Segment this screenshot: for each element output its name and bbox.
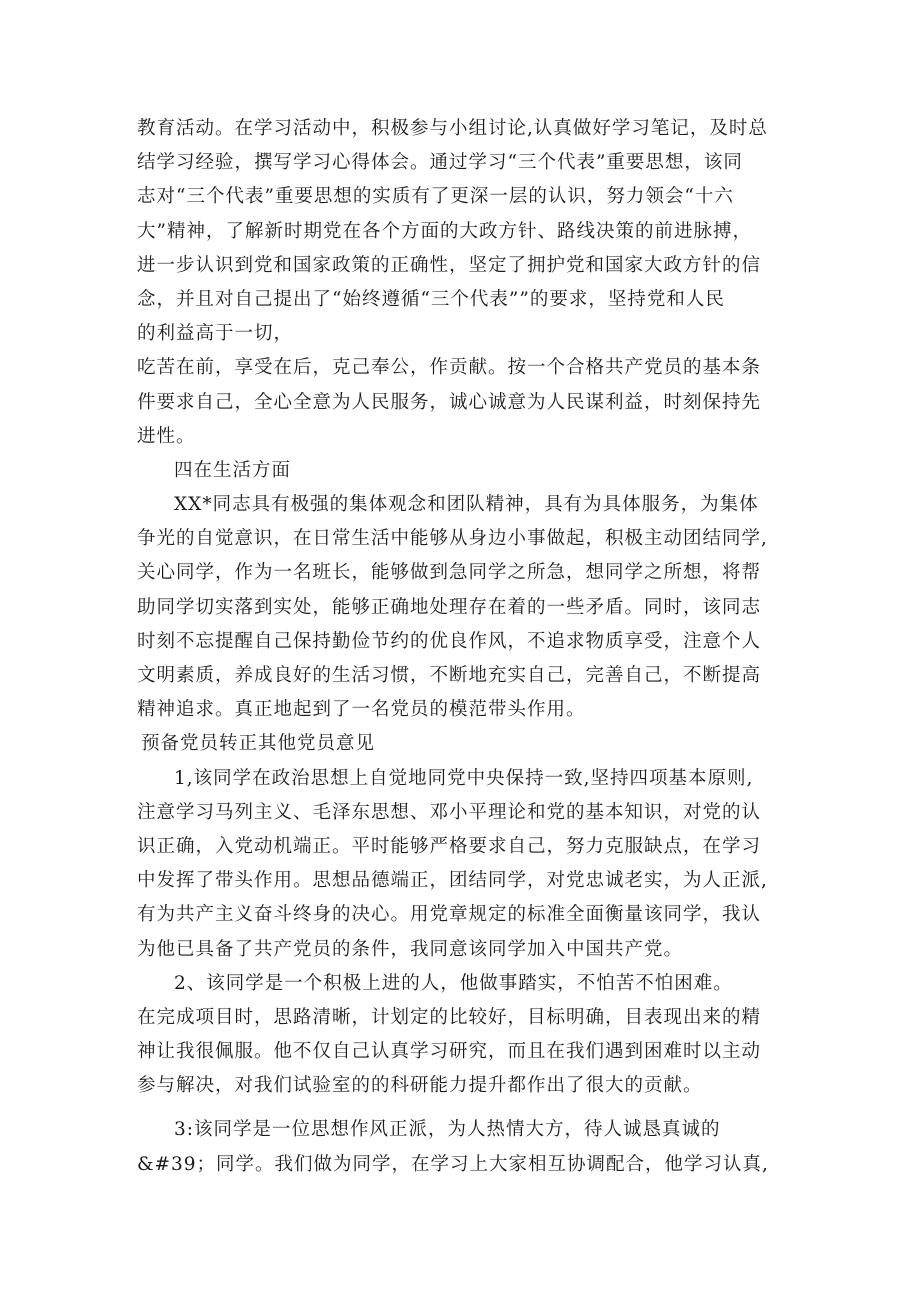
text-line: 关心同学，作为一名班长，能够做到急同学之所急，想同学之所想，将帮 (137, 562, 762, 584)
text-line: 助同学切实落到实处，能够正确地处理存在着的一些矛盾。同时，该同志 (137, 596, 762, 618)
text-line: 精神追求。真正地起到了一名党员的模范带头作用。 (137, 699, 586, 721)
text-line: 识正确，入党动机端正。平时能够严格要求自己，努力克服缺点，在学习 (137, 835, 762, 857)
text-line: 的利益高于一切， (137, 323, 294, 345)
text-line: 志对“三个代表”重要思想的实质有了更深一层的认识，努力领会“十六 (137, 186, 734, 208)
text-line: 在完成项目时，思路清晰，计划定的比较好，目标明确，目表现出来的精 (137, 1006, 762, 1028)
text-line: 文明素质，养成良好的生活习惯，不断地充实自己，完善自己，不断提高 (137, 665, 762, 686)
text-line: 时刻不忘提醒自己保持勤俭节约的优良作风，不追求物质享受，注意个人 (137, 630, 762, 652)
text-line: 中发挥了带头作用。思想品德端正，团结同学，对党忠诚老实，为人正派, (137, 870, 768, 892)
text-line: 念，并且对自己提出了“始终遵循“三个代表””的要求，坚持党和人民 (137, 288, 725, 310)
text-line: 件要求自己，全心全意为人民服务，诚心诚意为人民谋利益，时刻保持先 (137, 391, 762, 413)
text-line: 神让我很佩服。他不仅自己认真学习研究，而且在我们遇到困难时以主动 (137, 1041, 762, 1063)
text-line: 结学习经验，撰写学习心得体会。通过学习“三个代表”重要思想，该同 (137, 152, 743, 174)
text-line: &#39；同学。我们做为同学，在学习上大家相互协调配合，他学习认真, (137, 1153, 769, 1175)
document-body (137, 112, 797, 1182)
text-line: 为他已具备了共产党员的条件，我同意该同学加入中国共产党。 (137, 938, 684, 960)
text-line: 争光的自觉意识，在日常生活中能够从身边小事做起，积极主动团结同学, (137, 528, 768, 550)
text-line: 进一步认识到党和国家政策的正确性，坚定了拥护党和国家大政方针的信 (137, 254, 762, 276)
section-heading: 四在生活方面 (174, 459, 292, 481)
text-line: 有为共产主义奋斗终身的决心。用党章规定的标准全面衡量该同学，我认 (137, 904, 762, 926)
text-line: 注意学习马列主义、毛泽东思想、邓小平理论和党的基本知识，对党的认 (137, 801, 762, 823)
text-line: 大”精神，了解新时期党在各个方面的大政方针、路线决策的前进脉搏， (137, 220, 752, 242)
text-line: 教育活动。在学习活动中，积极参与小组讨论,认真做好学习笔记，及时总 (137, 118, 768, 139)
text-line: 参与解决，对我们试验室的的科研能力提升都作出了很大的贡献。 (137, 1075, 703, 1097)
text-line: 进性。 (137, 425, 196, 447)
text-line: 吃苦在前，享受在后，克己奉公，作贡献。按一个合格共产党员的基本条 (137, 357, 762, 379)
section-heading: 预备党员转正其他党员意见 (141, 733, 376, 755)
text-line: 3:该同学是一位思想作风正派，为人热情大方，待人诚恳真诚的 (174, 1119, 721, 1141)
text-line: 2、该同学是一个积极上进的人，他做事踏实，不怕苦不怕困难。 (174, 972, 733, 994)
text-line: 1,该同学在政治思想上自觉地同党中央保持一致,坚持四项基本原则, (174, 767, 754, 789)
text-line: XX*同志具有极强的集体观念和团队精神，具有为具体服务，为集体 (174, 494, 759, 516)
